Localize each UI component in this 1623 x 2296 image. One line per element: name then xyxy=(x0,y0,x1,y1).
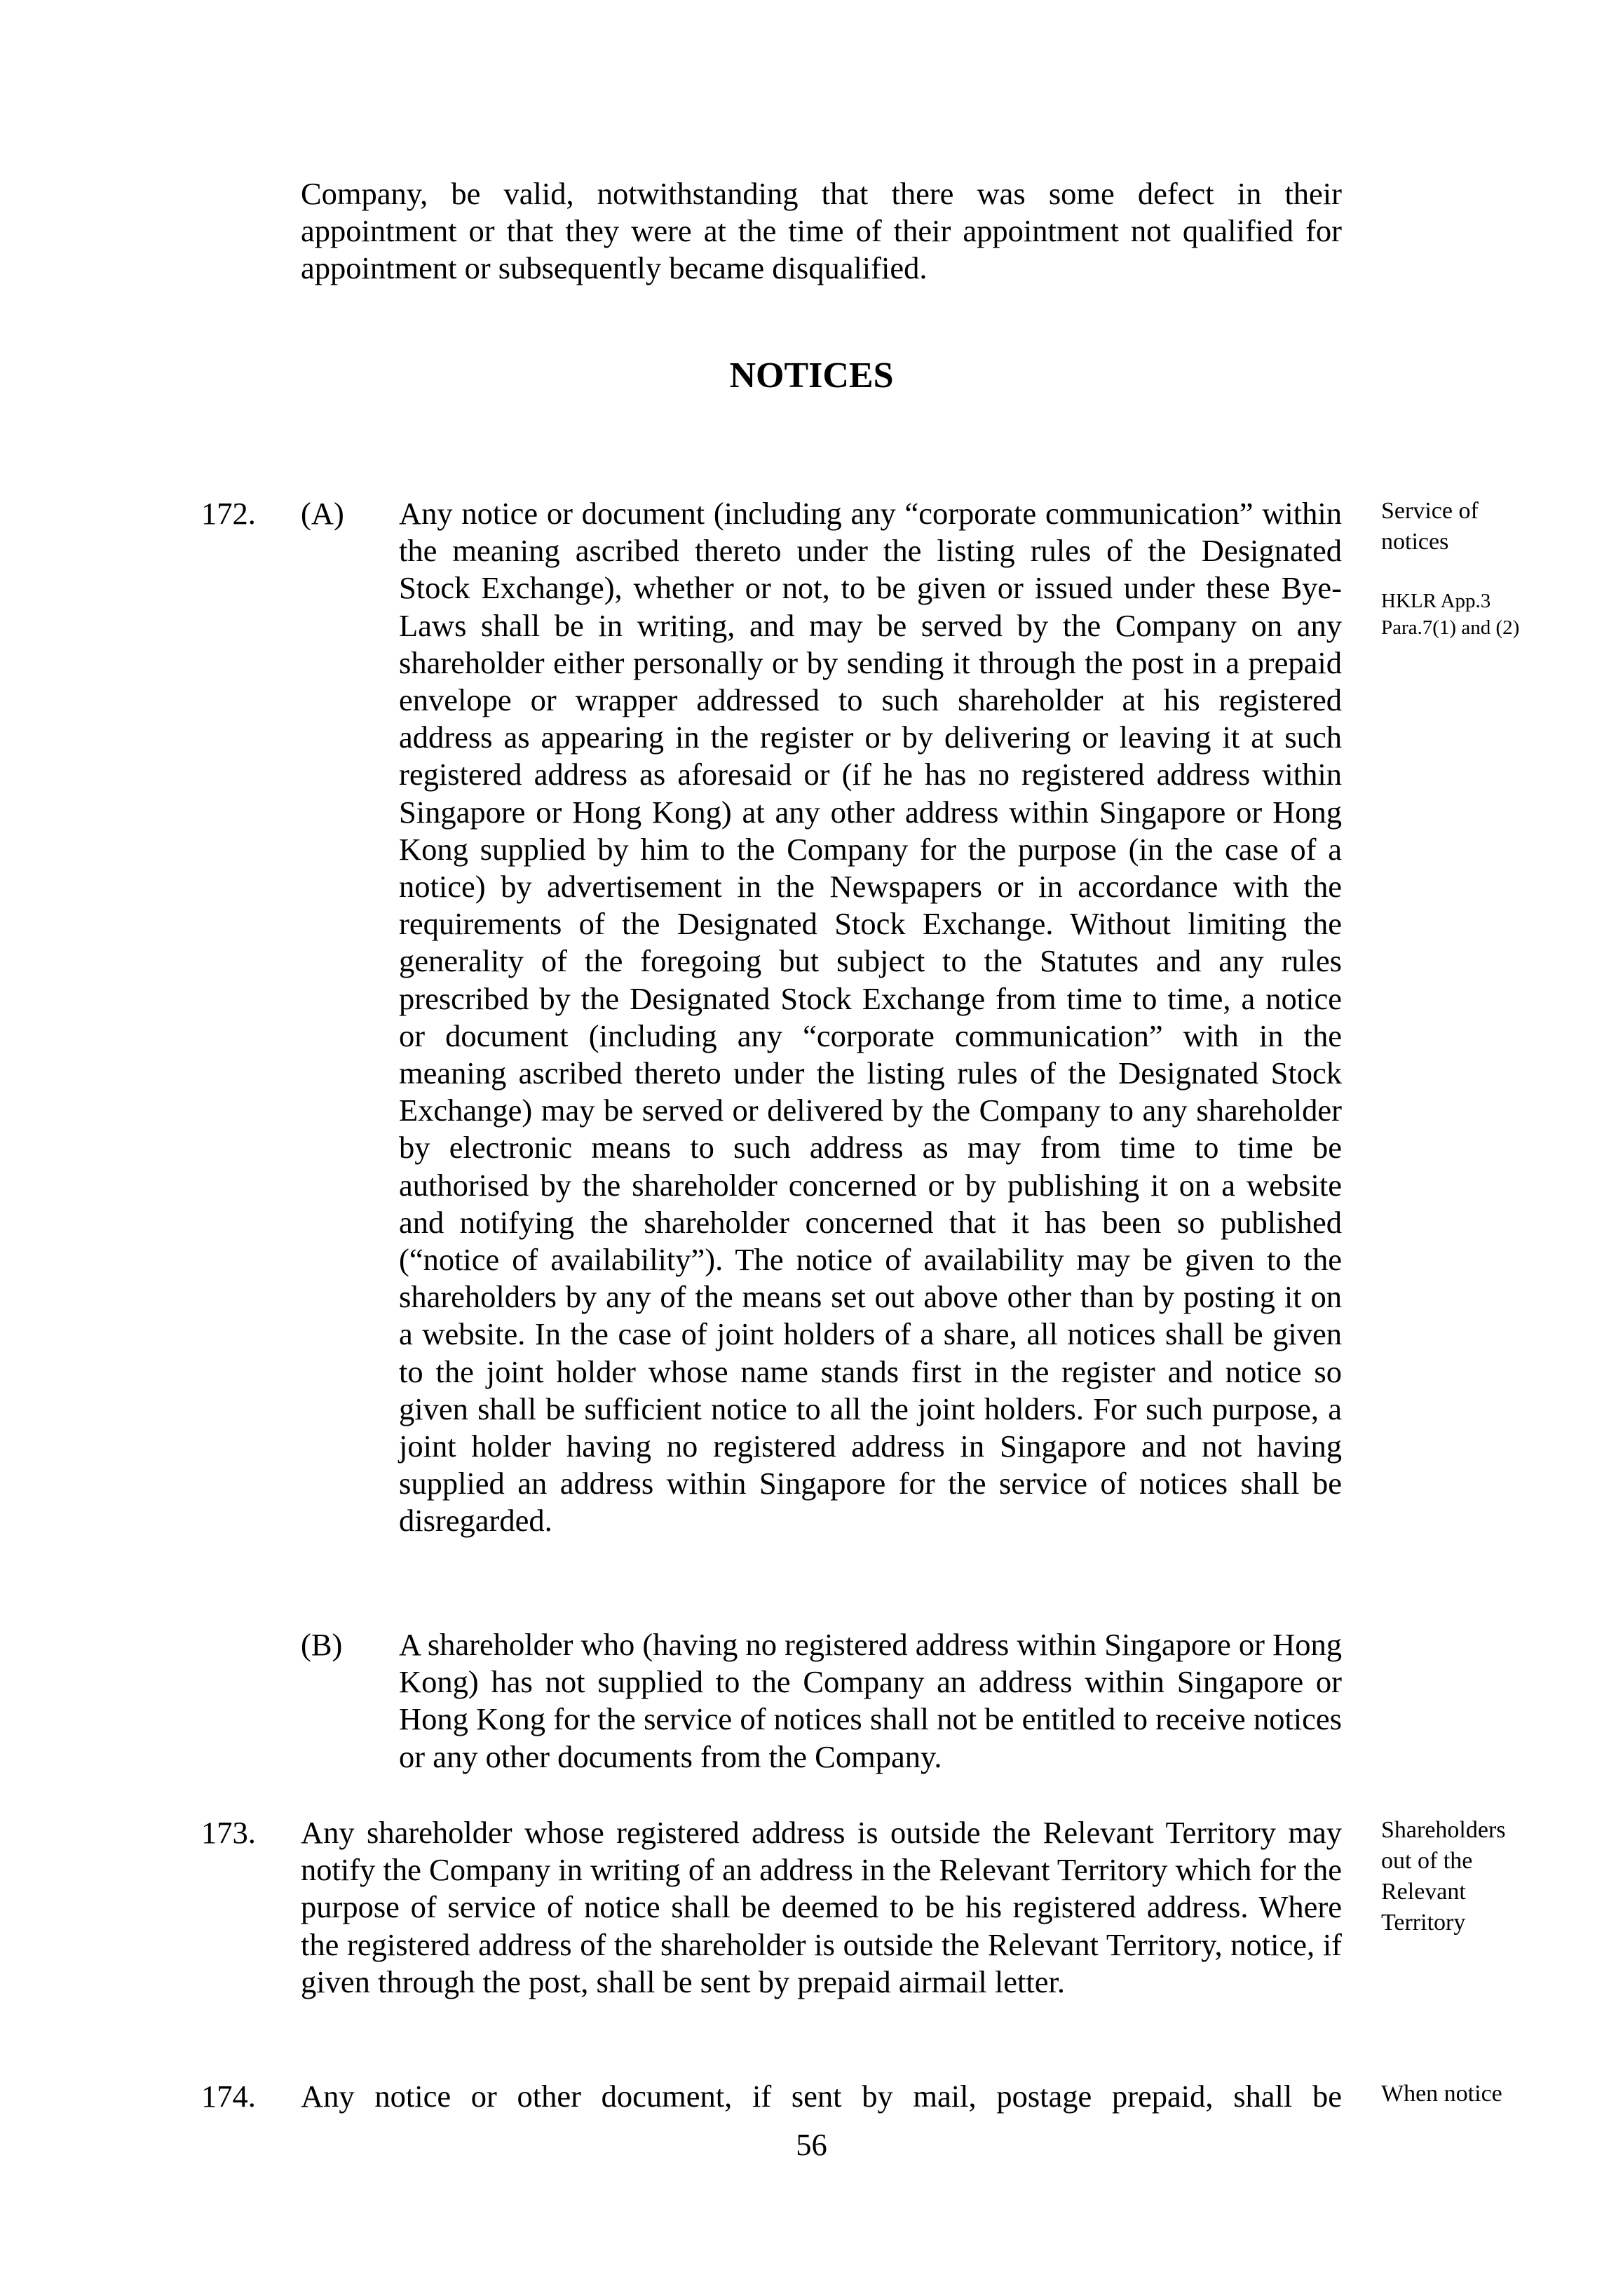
clause-173-text: Any shareholder whose registered address is outside the Relevant Territory may notify the Company in writing of an address in the Relevant Territory which for the purpose of service of notice shall be deemed to be his registered address. Where the registered address of the shareholder is outside the Relevant Territory, notice, if given through the post, shall be sent by prepaid airmail letter. xyxy=(301,1815,1342,1999)
clause-172-margin-note: Service of notices xyxy=(1381,498,1479,555)
page-number: 56 xyxy=(796,2127,827,2162)
clause-172-sub-a-label: (A) xyxy=(301,496,344,531)
clause-174-margin-note: When notice xyxy=(1381,2081,1502,2107)
continuation-paragraph: Company, be valid, notwithstanding that there was some defect in their appointment or that they were at the time of their appointment not qualified for appointment or subsequently became disqualified. xyxy=(301,176,1342,286)
clause-174-number: 174. xyxy=(201,2079,256,2114)
clause-172-number: 172. xyxy=(201,496,256,531)
clause-173-margin-note: Shareholders out of the Relevant Territory xyxy=(1381,1817,1506,1936)
clause-172-sub-a-text: Any notice or document (including any “corporate communication” within the meaning ascribed thereto under the listing rules of the Designated Stock Exchange), whether or not, to be given or issued under these Bye-Laws shall be in writing, and may be served by the Company on any shareholder either personally or by sending it through the post in a prepaid envelope or wrapper addressed to such shareholder at his registered address as appearing in the register or by delivering or leaving it at such registered address as aforesaid or (if he has no registered address within Singapore or Hong Kong) at any other address within Singapore or Hong Kong supplied by him to the Company for the purpose (in the case of a notice) by advertisement in the Newspapers or in accordance with the requirements of the Designated Stock Exchange. Without limiting the generality of the foregoing but subject to the Statutes and any rules prescribed by the Designated Stock Exchange from time to time, a notice or document (including any “corporate communication” with in the meaning ascribed thereto under the listing rules of the Designated Stock Exchange) may be served or delivered by the Company to any shareholder by electronic means to such address as may from time to time be authorised by the shareholder concerned or by publishing it on a website and notifying the shareholder concerned that it has been so published (“notice of availability”). The notice of availability may be given to the shareholders by any of the means set out above other than by posting it on a website. In the case of joint holders of a share, all notices shall be given to the joint holder whose name stands first in the register and notice so given shall be sufficient notice to all the joint holders. For such purpose, a joint holder having no registered address in Singapore and not having supplied an address within Singapore for the service of notices shall be disregarded. xyxy=(399,496,1342,1539)
section-heading: NOTICES xyxy=(729,356,894,396)
clause-173-number: 173. xyxy=(201,1815,256,1850)
clause-172-sub-b-text: A shareholder who (having no registered address within Singapore or Hong Kong) has not supplied to the Company an address within Singapore or Hong Kong for the service of notices shall not be entitled to receive notices or any other documents from the Company. xyxy=(399,1627,1342,1774)
clause-174-text: Any notice or other document, if sent by mail, postage prepaid, shall be xyxy=(301,2079,1342,2114)
clause-172-margin-reference: HKLR App.3 Para.7(1) and (2) xyxy=(1381,590,1520,639)
clause-172-sub-b-label: (B) xyxy=(301,1627,343,1662)
